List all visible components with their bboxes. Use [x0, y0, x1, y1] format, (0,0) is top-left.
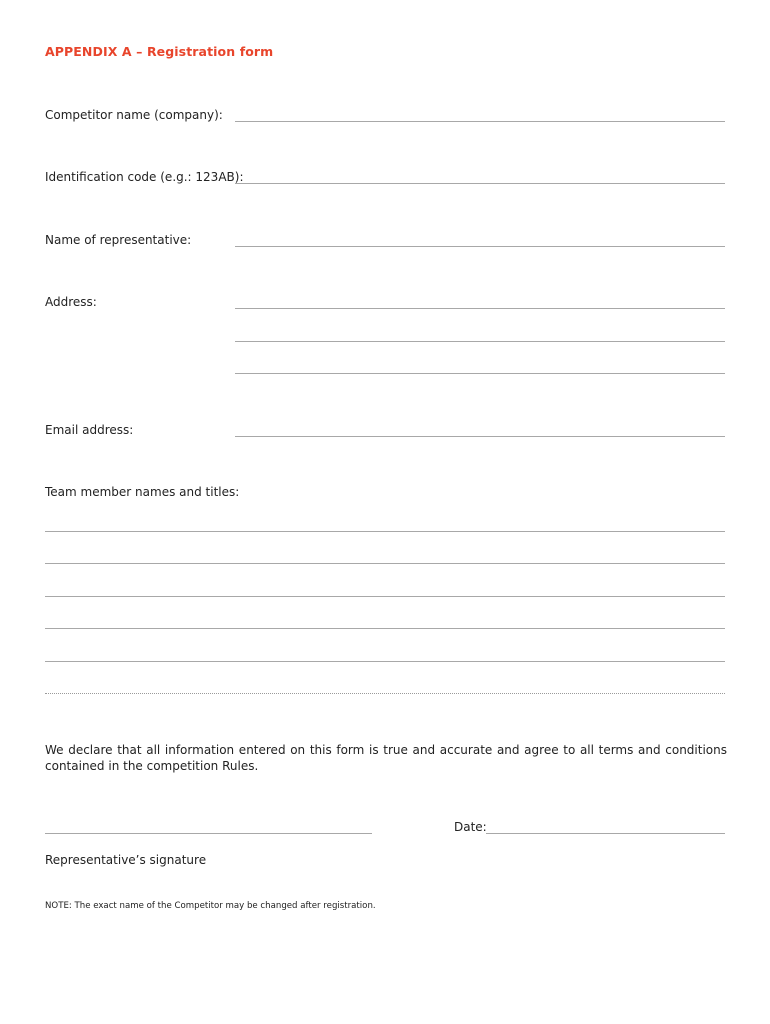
address-field-line-2[interactable]: [235, 341, 725, 342]
signature-label: Representative’s signature: [45, 853, 207, 867]
registration-note: NOTE: The exact name of the Competitor may be changed after registration.: [45, 901, 376, 911]
date-label: Date:: [454, 820, 487, 834]
competitor-name-label: Competitor name (company):: [45, 108, 223, 122]
email-field[interactable]: [235, 436, 725, 437]
competitor-name-field[interactable]: [235, 121, 725, 122]
address-field-line-3[interactable]: [235, 373, 725, 374]
team-member-line-6[interactable]: [45, 693, 725, 694]
representative-name-field[interactable]: [235, 246, 725, 247]
signature-field[interactable]: [45, 833, 372, 834]
representative-name-label: Name of representative:: [45, 233, 192, 247]
identification-code-label: Identification code (e.g.: 123AB):: [45, 170, 244, 184]
declaration-text: We declare that all information entered on this form is true and accurate and agree to all terms and conditions contained in the competition Rules.: [45, 743, 727, 773]
address-field-line-1[interactable]: [235, 308, 725, 309]
address-label: Address:: [45, 295, 97, 309]
date-field[interactable]: [486, 833, 725, 834]
email-label: Email address:: [45, 423, 134, 437]
team-member-line-4[interactable]: [45, 628, 725, 629]
team-member-line-1[interactable]: [45, 531, 725, 532]
team-member-line-5[interactable]: [45, 661, 725, 662]
form-title: APPENDIX A – Registration form: [45, 44, 274, 59]
team-member-line-3[interactable]: [45, 596, 725, 597]
team-member-line-2[interactable]: [45, 563, 725, 564]
team-members-label: Team member names and titles:: [45, 485, 240, 499]
identification-code-field[interactable]: [235, 183, 725, 184]
